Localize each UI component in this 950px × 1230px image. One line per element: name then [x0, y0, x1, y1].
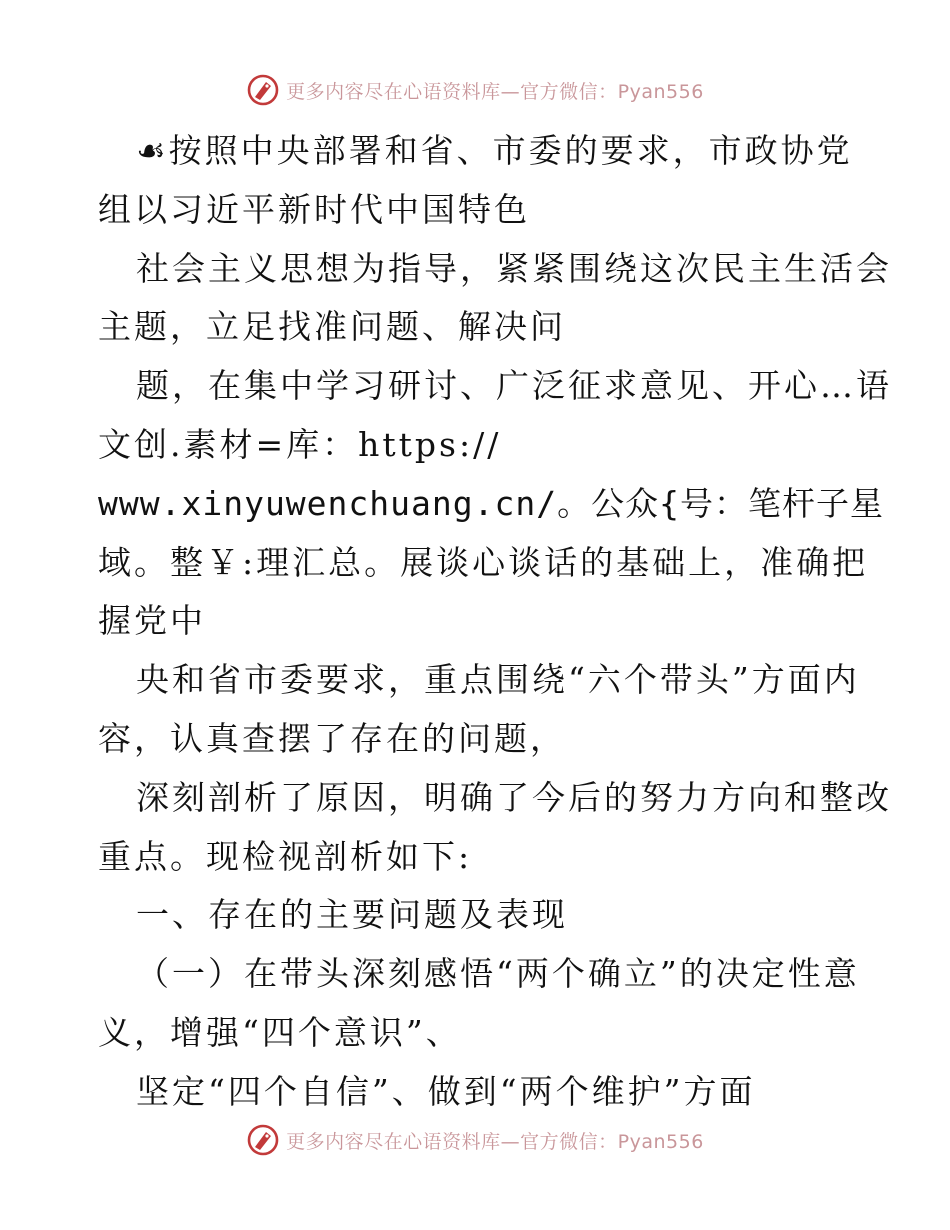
paragraph-line: ☙按照中央部署和省、市委的要求，市政协党: [136, 131, 853, 170]
paragraph-line: 社会主义思想为指导，紧紧围绕这次民主生活会: [136, 248, 892, 288]
paragraph-line: 题，在集中学习研讨、广泛征求意见、开心…语: [136, 366, 892, 406]
paragraph-line: 义，增强“四个意识”、: [98, 1012, 462, 1052]
paragraph-line: 域。整￥:理汇总。展谈心谈话的基础上，准确把: [98, 542, 869, 582]
document-body: [98, 122, 892, 1122]
paragraph-line: 容，认真查摆了存在的问题，: [98, 718, 566, 758]
paragraph-line: 文创.素材=库：https://: [98, 424, 502, 464]
paragraph-line: www.xinyuwenchuang.cn/。公众{号：笔杆子星: [98, 483, 884, 523]
subsection-heading: （一）在带头深刻感悟“两个确立”的决定性意: [136, 954, 860, 994]
fleuron-icon: ☙: [136, 131, 169, 170]
paragraph-line: 握党中: [98, 601, 206, 641]
footer-banner-text: 更多内容尽在心语资料库—官方微信：Pyan556: [286, 1130, 704, 1153]
section-heading: 一、存在的主要问题及表现: [136, 895, 568, 935]
pen-nib-logo-icon: [246, 1123, 280, 1157]
header-banner-text: 更多内容尽在心语资料库—官方微信：Pyan556: [286, 80, 704, 103]
paragraph-line: 组以习近平新时代中国特色: [98, 189, 530, 229]
paragraph-line: 主题，立足找准问题、解决问: [98, 307, 566, 347]
pen-nib-logo-icon: [246, 73, 280, 107]
paragraph-line: 坚定“四个自信”、做到“两个维护”方面: [136, 1071, 756, 1111]
paragraph-line: 深刻剖析了原因，明确了今后的努力方向和整改: [136, 777, 892, 817]
paragraph-line: 央和省市委要求，重点围绕“六个带头”方面内: [136, 660, 860, 700]
footer-banner: [0, 1118, 950, 1162]
paragraph-line: 重点。现检视剖析如下:: [98, 836, 473, 876]
header-banner: [0, 68, 950, 112]
